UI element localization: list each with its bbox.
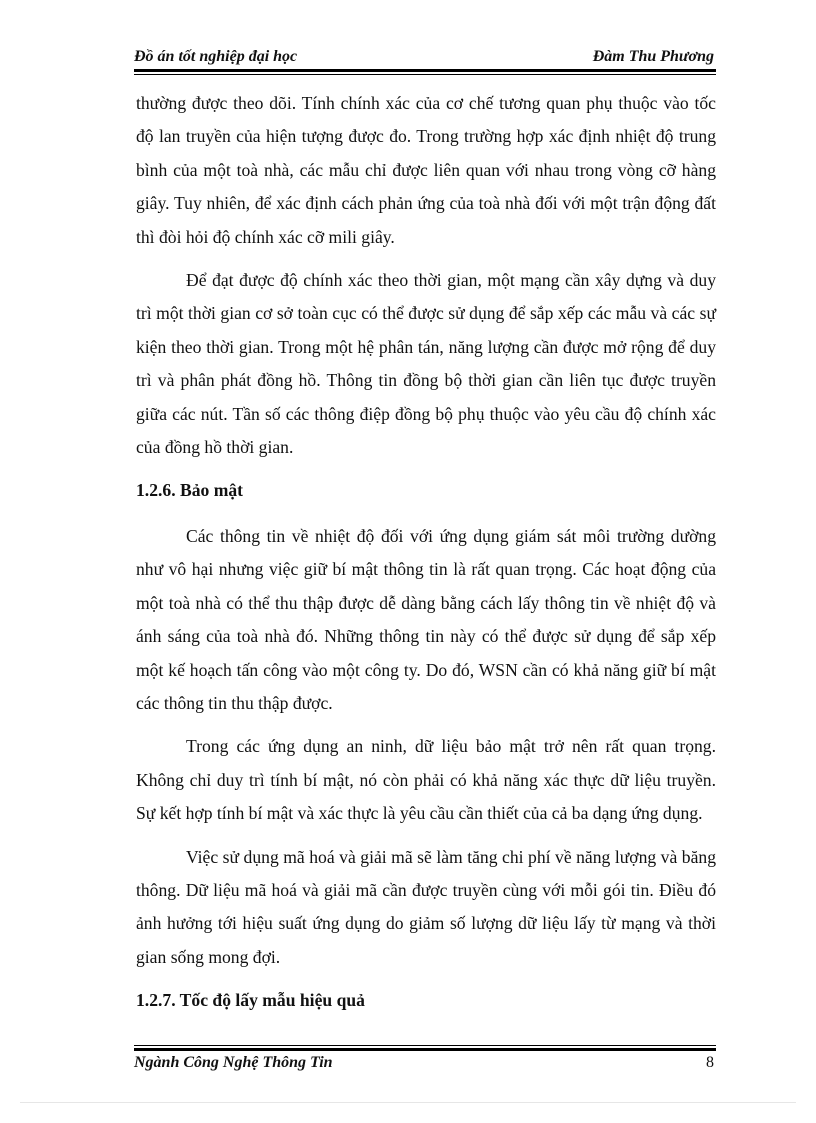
section-heading-1-2-7: 1.2.7. Tốc độ lấy mẫu hiệu quả (136, 990, 365, 1011)
section-heading-1-2-6: 1.2.6. Bảo mật (136, 480, 244, 501)
paragraph-1: thường được theo dõi. Tính chính xác của cơ chế tương quan phụ thuộc vào tốc độ lan truyền của hiện tượng được đo. Trong trường hợp xác định nhiệt độ trung bình của một toà nhà, các mẫu chỉ được liên quan với nhau trong vòng cỡ hàng giây. Tuy nhiên, để xác định cách phản ứng của toà nhà đối với một trận động đất thì đòi hỏi độ chính xác cỡ mili giây. (136, 93, 716, 247)
header-author-name: Đàm Thu Phương (592, 48, 714, 65)
header-document-title: Đồ án tốt nghiệp đại học (134, 48, 298, 65)
page-number: 8 (706, 1054, 714, 1071)
paragraph-4: Trong các ứng dụng an ninh, dữ liệu bảo mật trở nên rất quan trọng. Không chỉ duy trì tính bí mật, nó còn phải có khả năng xác thực dữ liệu truyền. Sự kết hợp tính bí mật và xác thực là yêu cầu cần thiết của cả ba dạng ứng dụng. (136, 736, 716, 824)
paragraph-3: Các thông tin về nhiệt độ đối với ứng dụng giám sát môi trường dường như vô hại nhưng việc giữ bí mật thông tin là rất quan trọng. Các hoạt động của một toà nhà có thể thu thập được dễ dàng bằng cách lấy thông tin về nhiệt độ và ánh sáng của toà nhà đó. Những thông tin này có thể được sử dụng để sắp xếp một kế hoạch tấn công vào một công ty. Do đó, WSN cần có khả năng giữ bí mật các thông tin thu thập được. (136, 525, 716, 713)
footer-department: Ngành Công Nghệ Thông Tin (134, 1054, 333, 1071)
page-bottom-edge (20, 1102, 796, 1103)
paragraph-5: Việc sử dụng mã hoá và giải mã sẽ làm tăng chi phí về năng lượng và băng thông. Dữ liệu mã hoá và giải mã cần được truyền cùng với mỗi gói tin. Điều đó ảnh hưởng tới hiệu suất ứng dụng do giảm số lượng dữ liệu lấy từ mạng và thời gian sống mong đợi. (136, 846, 716, 967)
paragraph-2: Để đạt được độ chính xác theo thời gian, một mạng cần xây dựng và duy trì một thời gian cơ sở toàn cục có thể được sử dụng để sắp xếp các mẫu và các sự kiện theo thời gian. Trong một hệ phân tán, năng lượng cần được mở rộng để duy trì và phân phát đồng hồ. Thông tin đồng bộ thời gian cần liên tục được truyền giữa các nút. Tần số các thông điệp đồng bộ phụ thuộc vào yêu cầu độ chính xác của đồng hồ thời gian. (136, 270, 716, 458)
page-footer (134, 1054, 716, 1080)
footer-rule-thick (134, 1048, 716, 1051)
header-rule-thick (134, 69, 716, 72)
header-rule-thin (134, 74, 716, 75)
page-body (136, 87, 716, 1030)
footer-rule-thin (134, 1045, 716, 1046)
